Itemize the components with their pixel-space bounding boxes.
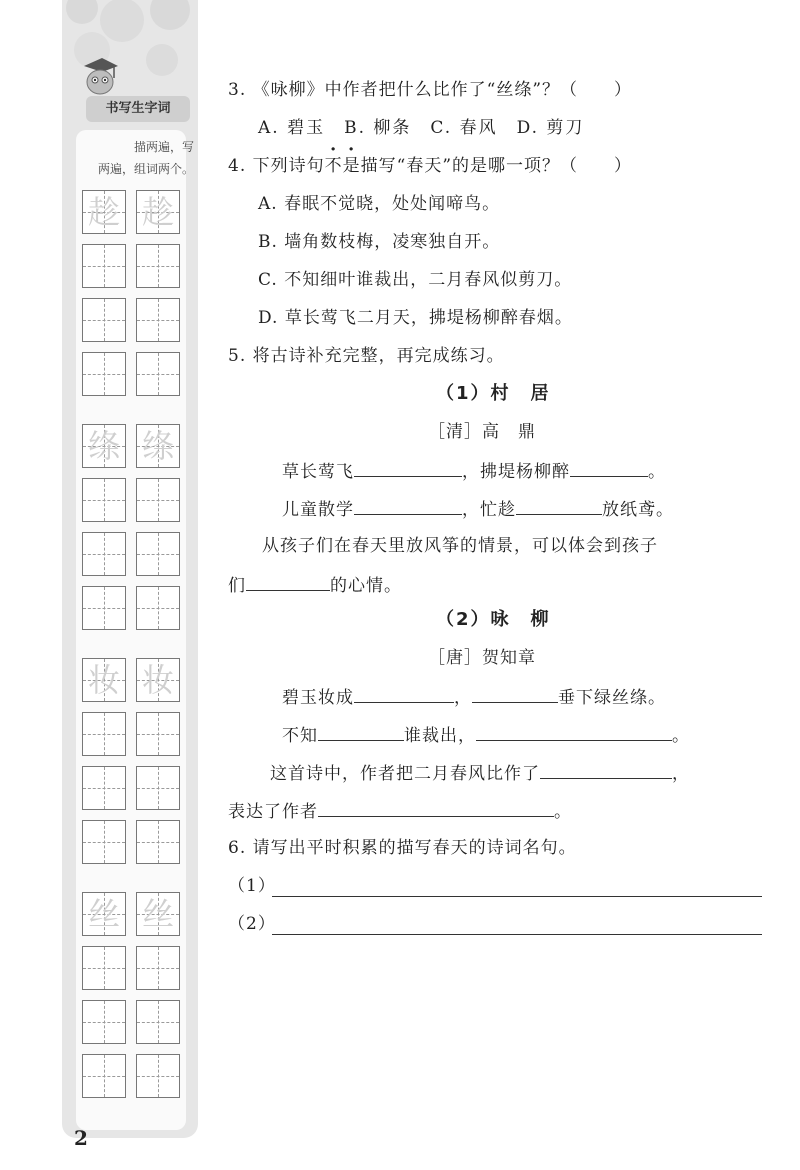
writing-grid-cell[interactable] [136,712,180,756]
answer-blank[interactable] [540,760,672,779]
trace-character: 妆 [141,661,174,699]
trace-character-cell[interactable] [82,892,126,936]
writing-grid-cell[interactable] [82,946,126,990]
writing-grid-cell[interactable] [136,352,180,396]
poem-2-line-1 [282,684,666,710]
writing-grid-cell[interactable] [136,946,180,990]
poem-2-line-2-part-b: 谁裁出， [404,726,476,746]
poem-2-question-part-a: 这首诗中，作者把二月春风比作了 [270,764,540,784]
question-6-item-1-label: （1） [228,876,276,896]
answer-line-2[interactable] [272,934,762,935]
poem-2-line-1-part-b: ， [454,688,472,708]
writing-grid-cell[interactable] [136,766,180,810]
trace-character-cell[interactable] [136,892,180,936]
writing-grid-cell[interactable] [82,352,126,396]
instruction-line-2: 两遍，组词两个。 [97,162,194,176]
answer-blank[interactable] [476,722,672,741]
poem-1-author: ［清］高 鼎 [428,422,536,442]
poem-1-line-1-part-c: 。 [648,462,666,482]
answer-blank[interactable] [318,722,404,741]
trace-character: 绦 [141,427,174,465]
writing-grid-cell[interactable] [82,820,126,864]
answer-blank[interactable] [354,458,462,477]
poem-1-line-2-part-c: 放纸鸢。 [602,500,674,520]
writing-grid-cell[interactable] [82,478,126,522]
writing-grid-cell[interactable] [136,586,180,630]
instruction-line-1: 描两遍，写 [133,140,194,154]
poem-2-line-2-part-c: 。 [672,726,690,746]
writing-grid-cell[interactable] [82,1000,126,1044]
writing-grid-cell[interactable] [82,298,126,342]
writing-grid-cell[interactable] [82,766,126,810]
question-5-stem: 5. 将古诗补充完整，再完成练习。 [228,346,505,366]
q4-stem-pre: 4. 下列诗句 [228,156,325,176]
poem-2-question-line-1 [270,760,690,786]
sidebar-instruction [82,136,194,180]
trace-character-cell[interactable] [136,190,180,234]
trace-character: 妆 [87,661,120,699]
answer-blank[interactable] [354,684,454,703]
page-number: 2 [74,1126,88,1150]
poem-2-line-1-part-a: 碧玉妆成 [282,688,354,708]
trace-character-cell[interactable] [82,658,126,702]
q4-stem-post: 描写“春天”的是哪一项？（ ） [360,156,633,176]
poem-1-question-line-2 [228,572,402,598]
poem-1-question-part-a: 们 [228,576,246,596]
trace-character-cell[interactable] [136,424,180,468]
question-4-option-c: C. 不知细叶谁裁出，二月春风似剪刀。 [258,270,573,290]
q4-emphasis-2: 是 [342,156,361,176]
answer-blank[interactable] [318,798,554,817]
mascot-icon [80,56,120,98]
poem-1-line-2 [282,496,674,522]
poem-2-line-1-part-c: 垂下绿丝绦。 [558,688,666,708]
question-4-option-a: A. 春眠不觉晓，处处闻啼鸟。 [258,194,501,214]
question-4-option-d: D. 草长莺飞二月天，拂堤杨柳醉春烟。 [258,308,573,328]
poem-2-author: ［唐］贺知章 [428,648,536,668]
question-3-options: A. 碧玉 B. 柳条 C. 春风 D. 剪刀 [258,118,585,138]
question-4-option-b: B. 墙角数枝梅，凌寒独自开。 [258,232,501,252]
answer-blank[interactable] [516,496,602,515]
question-3-stem: 3. 《咏柳》中作者把什么比作了“丝绦”？（ ） [228,80,633,100]
poem-2-question-line-2 [228,798,572,824]
trace-character-cell[interactable] [136,658,180,702]
poem-1-line-2-part-b: ，忙趁 [462,500,516,520]
writing-grid-cell[interactable] [136,820,180,864]
poem-1-question-line-1: 从孩子们在春天里放风筝的情景，可以体会到孩子 [262,536,658,556]
answer-blank[interactable] [472,684,558,703]
poem-1-line-2-part-a: 儿童散学 [282,500,354,520]
writing-grid-cell[interactable] [82,244,126,288]
poem-2-line-2 [282,722,690,748]
trace-character: 趁 [141,193,174,231]
q4-emphasis-1: 不 [324,156,343,176]
writing-grid-cell[interactable] [82,586,126,630]
sidebar-header: 书写生字词 [86,96,190,122]
answer-line-1[interactable] [272,896,762,897]
question-6-stem: 6. 请写出平时积累的描写春天的诗词名句。 [228,838,577,858]
poem-2-line-2-part-a: 不知 [282,726,318,746]
poem-2-question-part-d: 。 [554,802,572,822]
question-6-item-2-label: （2） [228,914,276,934]
poem-1-line-1-part-a: 草长莺飞 [282,462,354,482]
trace-character: 丝 [87,895,120,933]
poem-1-line-1 [282,458,666,484]
answer-blank[interactable] [246,572,330,591]
poem-2-title: （2）咏 柳 [436,609,551,630]
writing-grid-cell[interactable] [82,1054,126,1098]
poem-2-question-part-b: ， [672,764,690,784]
poem-1-question-part-b: 的心情。 [330,576,402,596]
writing-grid-cell[interactable] [136,1054,180,1098]
trace-character-cell[interactable] [82,190,126,234]
answer-blank[interactable] [354,496,462,515]
writing-grid-cell[interactable] [136,532,180,576]
writing-grid-cell[interactable] [82,532,126,576]
writing-grid-cell[interactable] [136,244,180,288]
trace-character: 丝 [141,895,174,933]
writing-grid-cell[interactable] [136,1000,180,1044]
poem-1-line-1-part-b: ，拂堤杨柳醉 [462,462,570,482]
question-4-stem [228,154,632,178]
trace-character: 趁 [87,193,120,231]
trace-character-cell[interactable] [82,424,126,468]
writing-grid-cell[interactable] [136,298,180,342]
answer-blank[interactable] [570,458,648,477]
writing-grid-cell[interactable] [136,478,180,522]
writing-grid-cell[interactable] [82,712,126,756]
poem-2-question-part-c: 表达了作者 [228,802,318,822]
poem-1-title: （1）村 居 [436,383,551,404]
trace-character: 绦 [87,427,120,465]
